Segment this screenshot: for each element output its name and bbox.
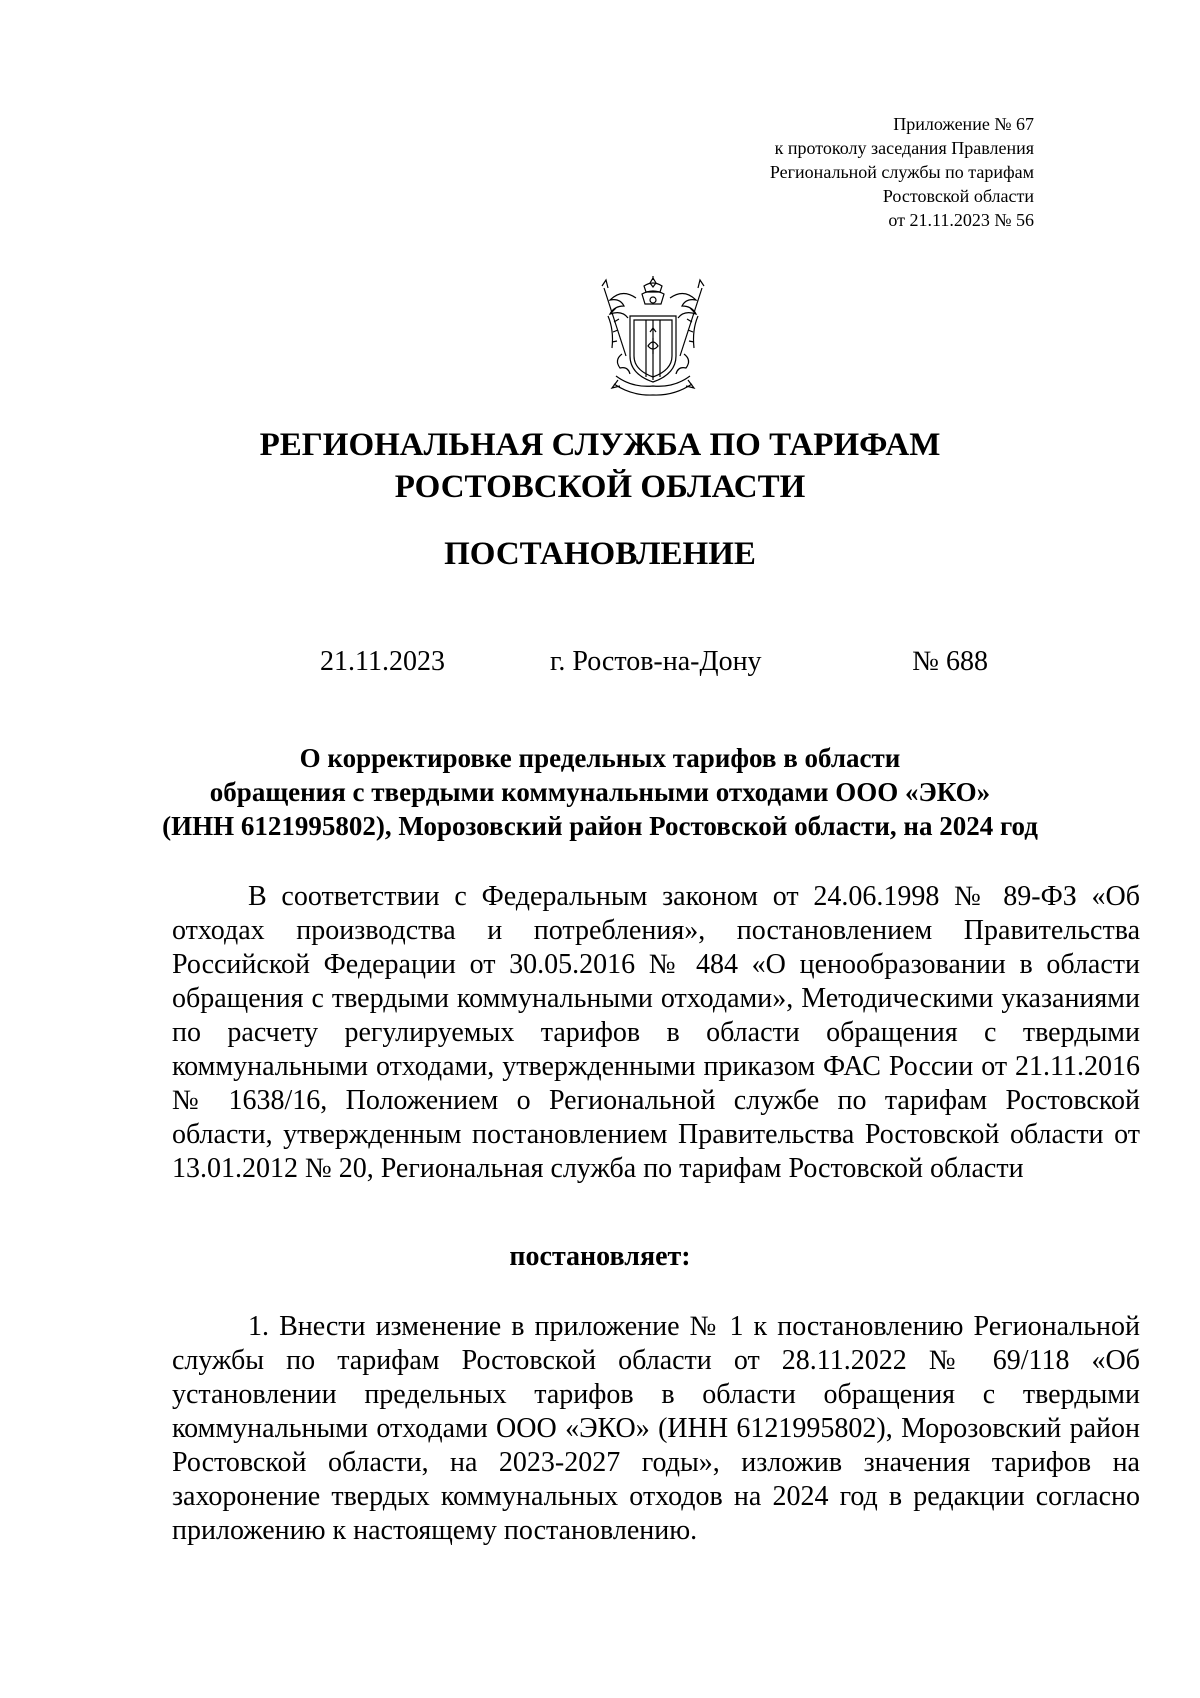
resolves-heading: постановляет:: [509, 1241, 691, 1272]
subject-line: обращения с твердыми коммунальными отходами ООО «ЭКО»: [209, 777, 991, 807]
coat-of-arms-icon: [598, 276, 708, 400]
document-date: 21.11.2023: [320, 646, 445, 677]
appendix-line: Ростовской области: [882, 186, 1034, 206]
appendix-line: к протоколу заседания Правления: [774, 138, 1034, 158]
appendix-line: Приложение № 67: [893, 114, 1034, 134]
appendix-line: Региональной службы по тарифам: [769, 162, 1034, 182]
subject-line: (ИНН 6121995802), Морозовский район Ростовской области, на 2024 год: [162, 811, 1038, 841]
subject-line: О корректировке предельных тарифов в области: [299, 743, 901, 773]
appendix-note: [770, 112, 1034, 232]
agency-title-line: РОСТОВСКОЙ ОБЛАСТИ: [394, 469, 806, 505]
document-city: г. Ростов-на-Дону: [550, 646, 762, 677]
agency-title-line: РЕГИОНАЛЬНАЯ СЛУЖБА ПО ТАРИФАМ: [259, 427, 941, 463]
preamble-paragraph: В соответствии с Федеральным законом от 24.06.1998 № 89-ФЗ «Об отходах производства и потребления», постановлением Правительства Российской Федерации от 30.05.2016 № 484 «О ценообразовании в области обращения с твердыми коммунальными отходами», Методическими указаниями по расчету регулируемых тарифов в области обращения с твердыми коммунальными отходами, утвержденными приказом ФАС России от 21.11.2016 № 1638/16, Положением о Региональной службе по тарифам Ростовской области, утвержденным постановлением Правительства Ростовской области от 13.01.2012 № 20, Региональная служба по тарифам Ростовской области: [172, 881, 1140, 1184]
document-type-title: ПОСТАНОВЛЕНИЕ: [444, 536, 756, 572]
document-subject: [0, 741, 1200, 843]
document-number: № 688: [912, 646, 988, 677]
agency-title: [0, 424, 1200, 508]
resolution-item-1: 1. Внести изменение в приложение № 1 к постановлению Региональной службы по тарифам Ростовской области от 28.11.2022 № 69/118 «Об установлении предельных тарифов в области обращения с твердыми коммунальными отходами ООО «ЭКО» (ИНН 6121995802), Морозовский район Ростовской области, на 2023-2027 годы», изложив значения тарифов на захоронение твердых коммунальных отходов на 2024 год в редакции согласно приложению к настоящему постановлению.: [172, 1311, 1140, 1546]
appendix-line: от 21.11.2023 № 56: [888, 210, 1034, 230]
